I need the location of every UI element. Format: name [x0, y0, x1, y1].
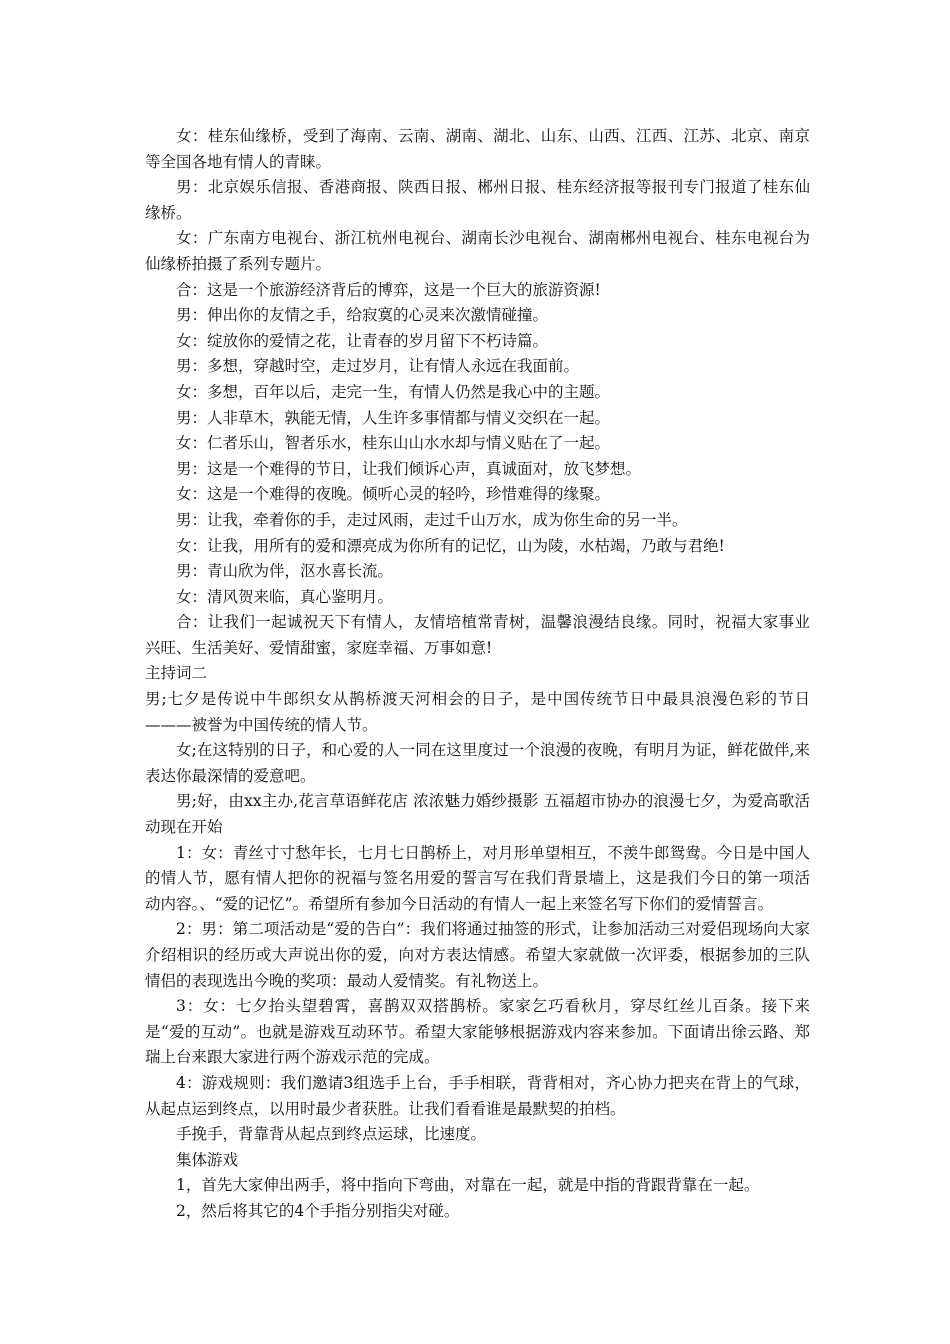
- paragraph-26: 手挽手，背靠背从起点到终点运球，比速度。: [176, 1125, 487, 1144]
- paragraph-21: 男;好，由xx主办,花言草语鲜花店 浓浓魅力婚纱摄影 五福超市协办的浪漫七夕，为爱高歌活动现在开始: [145, 792, 810, 837]
- section-heading: 主持词二: [145, 664, 208, 683]
- paragraph-28: 1，首先大家伸出两手，将中指向下弯曲，对靠在一起，就是中指的背跟背靠在一起。: [176, 1176, 760, 1195]
- paragraph-12: 女：这是一个难得的夜晚。倾听心灵的轻吟，珍惜难得的缘聚。: [176, 485, 611, 504]
- paragraph-13: 男：让我，牵着你的手，走过风雨，走过千山万水，成为你生命的另一半。: [176, 510, 688, 529]
- paragraph-23: 2：男：第二项活动是“爱的告白”：我们将通过抽签的形式，让参加活动三对爱侣现场向大家介绍相识的经历或大声说出你的爱，向对方表达情感。希望大家就做一次评委，根据参加的三队情侣的表现选出今晚的奖项：最动人爱情奖。有礼物送上。: [145, 920, 810, 990]
- paragraph-17: 合：让我们一起诚祝天下有情人，友情培植常青树，温馨浪漫结良缘。同时，祝福大家事业兴旺、生活美好、爱情甜蜜，家庭幸福、万事如意!: [145, 613, 810, 657]
- paragraph-15: 男：青山欣为伴，沤水喜长流。: [176, 562, 394, 581]
- paragraph-7: 男：多想，穿越时空，走过岁月，让有情人永远在我面前。: [176, 357, 580, 376]
- paragraph-19: 男;七夕是传说中牛郎织女从鹊桥渡天河相会的日子，是中国传统节日中最具浪漫色彩的节日———被誉为中国传统的情人节。: [145, 690, 810, 734]
- paragraph-16: 女：清风贺来临，真心鉴明月。: [176, 587, 394, 606]
- paragraph-2: 男：北京娱乐信报、香港商报、陕西日报、郴州日报、桂东经济报等报刊专门报道了桂东仙缘桥。: [145, 178, 810, 222]
- paragraph-4: 合：这是一个旅游经济背后的博弈，这是一个巨大的旅游资源!: [176, 280, 601, 299]
- paragraph-29: 2，然后将其它的4个手指分别指尖对碰。: [176, 1201, 460, 1220]
- paragraph-20: 女;在这特别的日子，和心爱的人一同在这里度过一个浪漫的夜晚，有明月为证，鲜花做伴,来表达你最深情的爱意吧。: [145, 741, 810, 785]
- paragraph-14: 女：让我，用所有的爱和漂亮成为你所有的记忆，山为陵，水枯竭，乃敢与君绝!: [176, 536, 725, 555]
- paragraph-10: 女：仁者乐山，智者乐水，桂东山山水水却与情义贴在了一起。: [176, 434, 611, 453]
- paragraph-6: 女：绽放你的爱情之花，让青春的岁月留下不朽诗篇。: [176, 331, 549, 350]
- paragraph-22: 1：女：青丝寸寸愁年长，七月七日鹊桥上，对月形单望相互，不羡牛郎鸳鸯。今日是中国人的情人节，愿有情人把你的祝福与签名用爱的誓言写在我们背景墙上，这是我们今日的第一项活动内容。、“爱的记忆”。希望所有参加今日活动的有情人一起上来签名写下你们的爱情誓言。: [145, 843, 810, 913]
- paragraph-8: 女：多想，百年以后，走完一生，有情人仍然是我心中的主题。: [176, 382, 611, 401]
- paragraph-3: 女：广东南方电视台、浙江杭州电视台、湖南长沙电视台、湖南郴州电视台、桂东电视台为仙缘桥拍摄了系列专题片。: [145, 229, 810, 273]
- paragraph-5: 男：伸出你的友情之手，给寂寞的心灵来次激情碰撞。: [176, 306, 549, 325]
- paragraph-9: 男：人非草木，孰能无情，人生许多事情都与情义交织在一起。: [176, 408, 611, 427]
- paragraph-24: 3：女：七夕抬头望碧霄，喜鹊双双搭鹊桥。家家乞巧看秋月，穿尽红丝儿百条。接下来是“爱的互动”。也就是游戏互动环节。希望大家能够根据游戏内容来参加。下面请出徐云路、郑瑞上台来跟大家进行两个游戏示范的完成。: [145, 997, 810, 1067]
- document-page: [145, 124, 810, 1225]
- paragraph-25: 4：游戏规则：我们邀请3组选手上台，手手相联，背背相对，齐心协力把夹在背上的气球，从起点运到终点，以用时最少者获胜。让我们看看谁是最默契的拍档。: [145, 1073, 810, 1118]
- paragraph-1: 女：桂东仙缘桥，受到了海南、云南、湖南、湖北、山东、山西、江西、江苏、北京、南京等全国各地有情人的青睐。: [145, 127, 810, 171]
- paragraph-11: 男：这是一个难得的节日，让我们倾诉心声，真诚面对，放飞梦想。: [176, 459, 642, 478]
- paragraph-27: 集体游戏: [176, 1150, 239, 1169]
